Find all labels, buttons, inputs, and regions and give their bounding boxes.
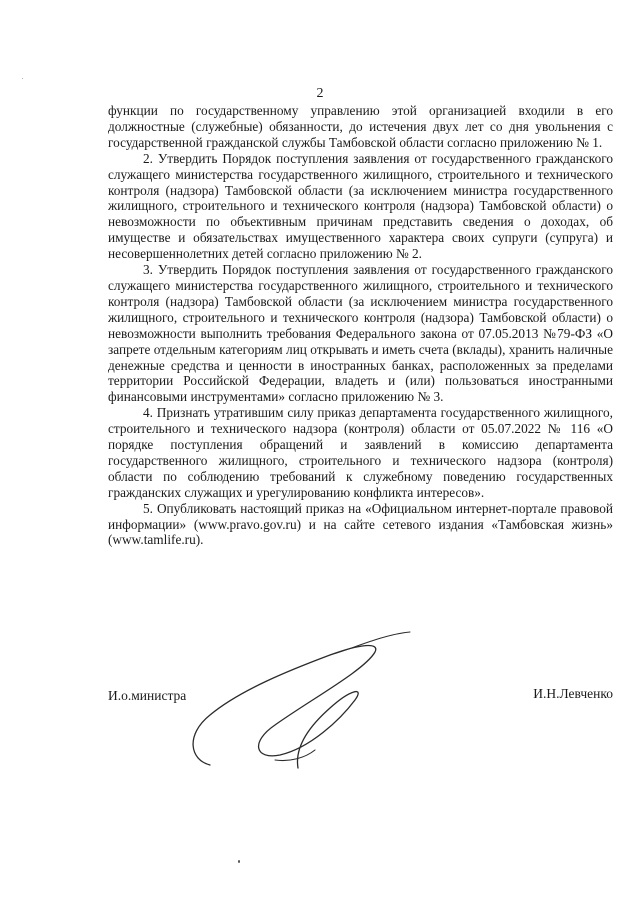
paragraph-2: 2. Утвердить Порядок поступления заявления от государственного гражданского служащего министерства государственного жилищного, строительного и технического контроля (надзора) Тамбовской области (за исключением министра государственного жилищного, строительного и технического контроля (надзора) Тамбовской области) о невозможности по объективным причинам представить сведения о доходах, об имуществе и обязательствах имущественного характера своих супруги (супруга) и несовершеннолетних детей согласно приложению № 2.: [108, 150, 613, 262]
handwritten-signature: [180, 630, 420, 780]
paragraph-1-continuation: функции по государственному управлению этой организацией входили в его должностные (служебные) обязанности, до истечения двух лет со дня увольнения с государственной гражданской службы Тамбовской области согласно приложению № 1.: [108, 103, 613, 150]
scan-speck: [22, 78, 23, 79]
page-number: 2: [316, 86, 324, 101]
signatory-name: И.Н.Левченко: [533, 686, 613, 701]
paragraph-3: 3. Утвердить Порядок поступления заявления от государственного гражданского служащего министерства государственного жилищного, строительного и технического контроля (надзора) Тамбовской области (за исключением министра государственного жилищного, строительного и технического контроля (надзора) Тамбовской области) о невозможности выполнить требования Федерального закона от 07.05.2013 №79-ФЗ «О запрете отдельным категориям лиц открывать и иметь счета (вклады), хранить наличные денежные средства и ценности в иностранных банках, расположенных за пределами территории Российской Федерации, владеть и (или) пользоваться иностранными финансовыми инструментами» согласно приложению № 3.: [108, 262, 613, 405]
signatory-position: И.о.министра: [108, 688, 187, 703]
scan-speck: [238, 860, 240, 863]
document-body: [108, 103, 613, 548]
paragraph-4: 4. Признать утратившим силу приказ департамента государственного жилищного, строительного и технического надзора (контроля) области от 05.07.2022 № 116 «О порядке поступления обращений и заявлений в комиссию департамента государственного жилищного, строительного и технического надзора (контроля) области по соблюдению требований к служебному поведению государственных гражданских служащих и урегулированию конфликта интересов».: [108, 405, 613, 500]
paragraph-5: 5. Опубликовать настоящий приказ на «Официальном интернет-портале правовой информации» (www.pravo.gov.ru) и на сайте сетевого издания «Тамбовская жизнь» (www.tamlife.ru).: [108, 500, 613, 548]
